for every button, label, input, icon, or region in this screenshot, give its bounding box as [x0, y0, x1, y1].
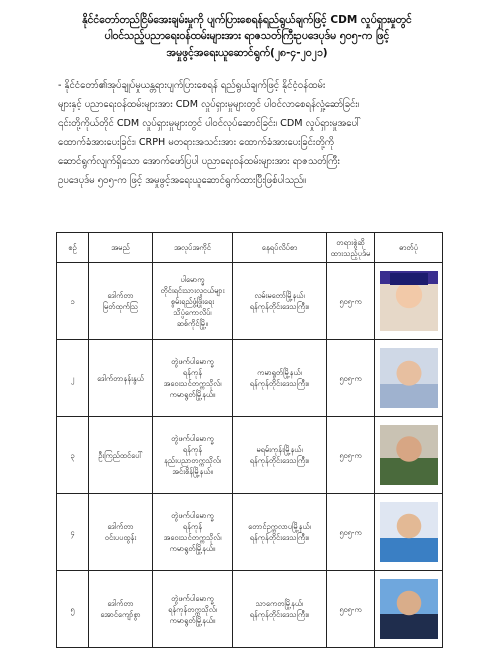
row-photo-cell — [375, 494, 443, 571]
row-section: ၅၀၅-က — [327, 494, 375, 571]
table-row — [57, 340, 443, 417]
row-section: ၅၀၅-က — [327, 571, 375, 648]
row-address: သာကေတမြို့နယ်၊ ရန်ကုန်တိုင်းဒေသကြီး။ — [233, 571, 327, 648]
row-name: ဒေါက်တာနန်းနွယ် — [89, 340, 153, 417]
row-section: ၅၀၅-က — [327, 263, 375, 340]
paragraph-line: ၎င်းတို့ကိုယ်တိုင် CDM လှုပ်ရှားမှုများတွင် ပါဝင်လုပ်ဆောင်ခြင်း၊ CDM လှုပ်ရှားမှုအပေါ် — [58, 118, 362, 129]
header-name: အမည် — [89, 233, 153, 263]
paragraph-line: ဆောင်ရွက်လျက်ရှိသော အောက်ဖော်ပြပါ ပညာရေးဝန်ထမ်းများအား ရာဇသတ်ကြီး — [58, 156, 340, 167]
body-paragraph — [58, 76, 440, 190]
row-name: ဒေါက်တာ ဝင်းပပထွန်း — [89, 494, 153, 571]
row-name: ဦးကြည်ထင်ပေါ် — [89, 417, 153, 494]
person-photo — [380, 348, 438, 408]
row-occupation: ပါမောက္ခ တိုင်းရင်းသားလူငယ်များ စွမ်းရည်ဖွံ့ဖြိုးရေး သိပ္ပံကောလိပ်၊ ဆစ်ကိုင်မြို့။ — [153, 263, 233, 340]
row-name: ဒေါက်တာ မြတ်ထုက်ဩ — [89, 263, 153, 340]
row-address: တောင်ဥက္ကလာပမြို့နယ်၊ ရန်ကုန်တိုင်းဒေသကြီး။ — [233, 494, 327, 571]
row-photo-cell — [375, 263, 443, 340]
person-photo — [380, 579, 438, 639]
row-occupation: တွဲဖက်ပါမောက္ခ ရန်ကုန်တက္ကသိုလ်၊ ကမာရွတ်မြို့နယ်။ — [153, 571, 233, 648]
header-section: တရားစွဲဆို ထားသည့်ပုဒ်မ — [327, 233, 375, 263]
header-address: နေရပ်လိပ်စာ — [233, 233, 327, 263]
row-number: ၃ — [57, 417, 89, 494]
header-occupation: အလုပ်အကိုင် — [153, 233, 233, 263]
table-row — [57, 263, 443, 340]
row-name: ဒေါက်တာ အောင်ကျော်စွာ — [89, 571, 153, 648]
paragraph-line: ထောက်ခံအားပေးခြင်း၊ CRPH မတရားအသင်းအား ထောက်ခံအားပေးခြင်းတို့ကို — [58, 137, 335, 148]
paragraph-line: - နိုင်ငံတော်၏အုပ်ချုပ်မှုယန္တရားပျက်ပြားစေရန် ရည်ရွယ်ချက်ဖြင့် နိုင်ငံ့ဝန်ထမ်း — [58, 80, 326, 91]
row-photo-cell — [375, 417, 443, 494]
title-line-2: ပါဝင်သည့်ပညာရေးဝန်ထမ်းများအား ရာဇသတ်ကြီးဥပဒေပုဒ်မ ၅၀၅-က ဖြင့် — [104, 30, 390, 42]
row-number: ၄ — [57, 494, 89, 571]
table-header-row — [57, 233, 443, 263]
row-address: ကမာရွတ်မြို့နယ်၊ ရန်ကုန်တိုင်းဒေသကြီး။ — [233, 340, 327, 417]
row-address: မရမ်းကုန်းမြို့နယ်၊ ရန်ကုန်တိုင်းဒေသကြီး။ — [233, 417, 327, 494]
row-occupation: တွဲဖက်ပါမောက္ခ ရန်ကုန် အဝေးသင်တက္ကသိုလ်၊ ကမာရွတ်မြို့နယ်။ — [153, 494, 233, 571]
table-row — [57, 571, 443, 648]
row-address: လမ်းမတော်မြို့နယ်၊ ရန်ကုန်တိုင်းဒေသကြီး။ — [233, 263, 327, 340]
header-photo: ဓာတ်ပုံ — [375, 233, 443, 263]
table-row — [57, 494, 443, 571]
row-number: ၅ — [57, 571, 89, 648]
person-photo — [380, 502, 438, 562]
person-photo — [380, 425, 438, 485]
row-number: ၁ — [57, 263, 89, 340]
header-no: စဉ် — [57, 233, 89, 263]
wanted-persons-table — [56, 232, 443, 648]
row-section: ၅၀၅-က — [327, 417, 375, 494]
person-photo — [380, 271, 438, 331]
row-section: ၅၀၅-က — [327, 340, 375, 417]
row-occupation: တွဲဖက်ပါမောက္ခ ရန်ကုန် နည်းပညာတက္ကသိုလ်၊ အင်းစိန်မြို့နယ်။ — [153, 417, 233, 494]
title-line-3: အမှုဖွင့်အရေးယူဆောင်ရွက်(၂၈-၄-၂၀၂၁) — [166, 47, 328, 59]
paragraph-line: များနှင့် ပညာရေးဝန်ထမ်းများအား CDM လှုပ်ရှားမှုများတွင် ပါဝင်လာစေရန်လှုံ့ဆော်ခြင်း၊ — [58, 99, 360, 110]
row-occupation: တွဲဖက်ပါမောက္ခ ရန်ကုန် အဝေးသင်တက္ကသိုလ်၊ ကမာရွတ်မြို့နယ်။ — [153, 340, 233, 417]
row-number: ၂ — [57, 340, 89, 417]
row-photo-cell — [375, 571, 443, 648]
title-line-1: နိုင်ငံတော်တည်ငြိမ်အေးချမ်းမှုကို ပျက်ပြားစေရန်ရည်ရွယ်ချက်ဖြင့် CDM လှုပ်ရှားမှုတွင် — [82, 14, 412, 26]
row-photo-cell — [375, 340, 443, 417]
paragraph-line: ဥပဒေပုဒ်မ ၅၀၅-က ဖြင့် အမှုဖွင့်အရေးယူဆောင်ရွက်ထားပြီးဖြစ်ပါသည်။ — [58, 175, 307, 186]
table-row — [57, 417, 443, 494]
